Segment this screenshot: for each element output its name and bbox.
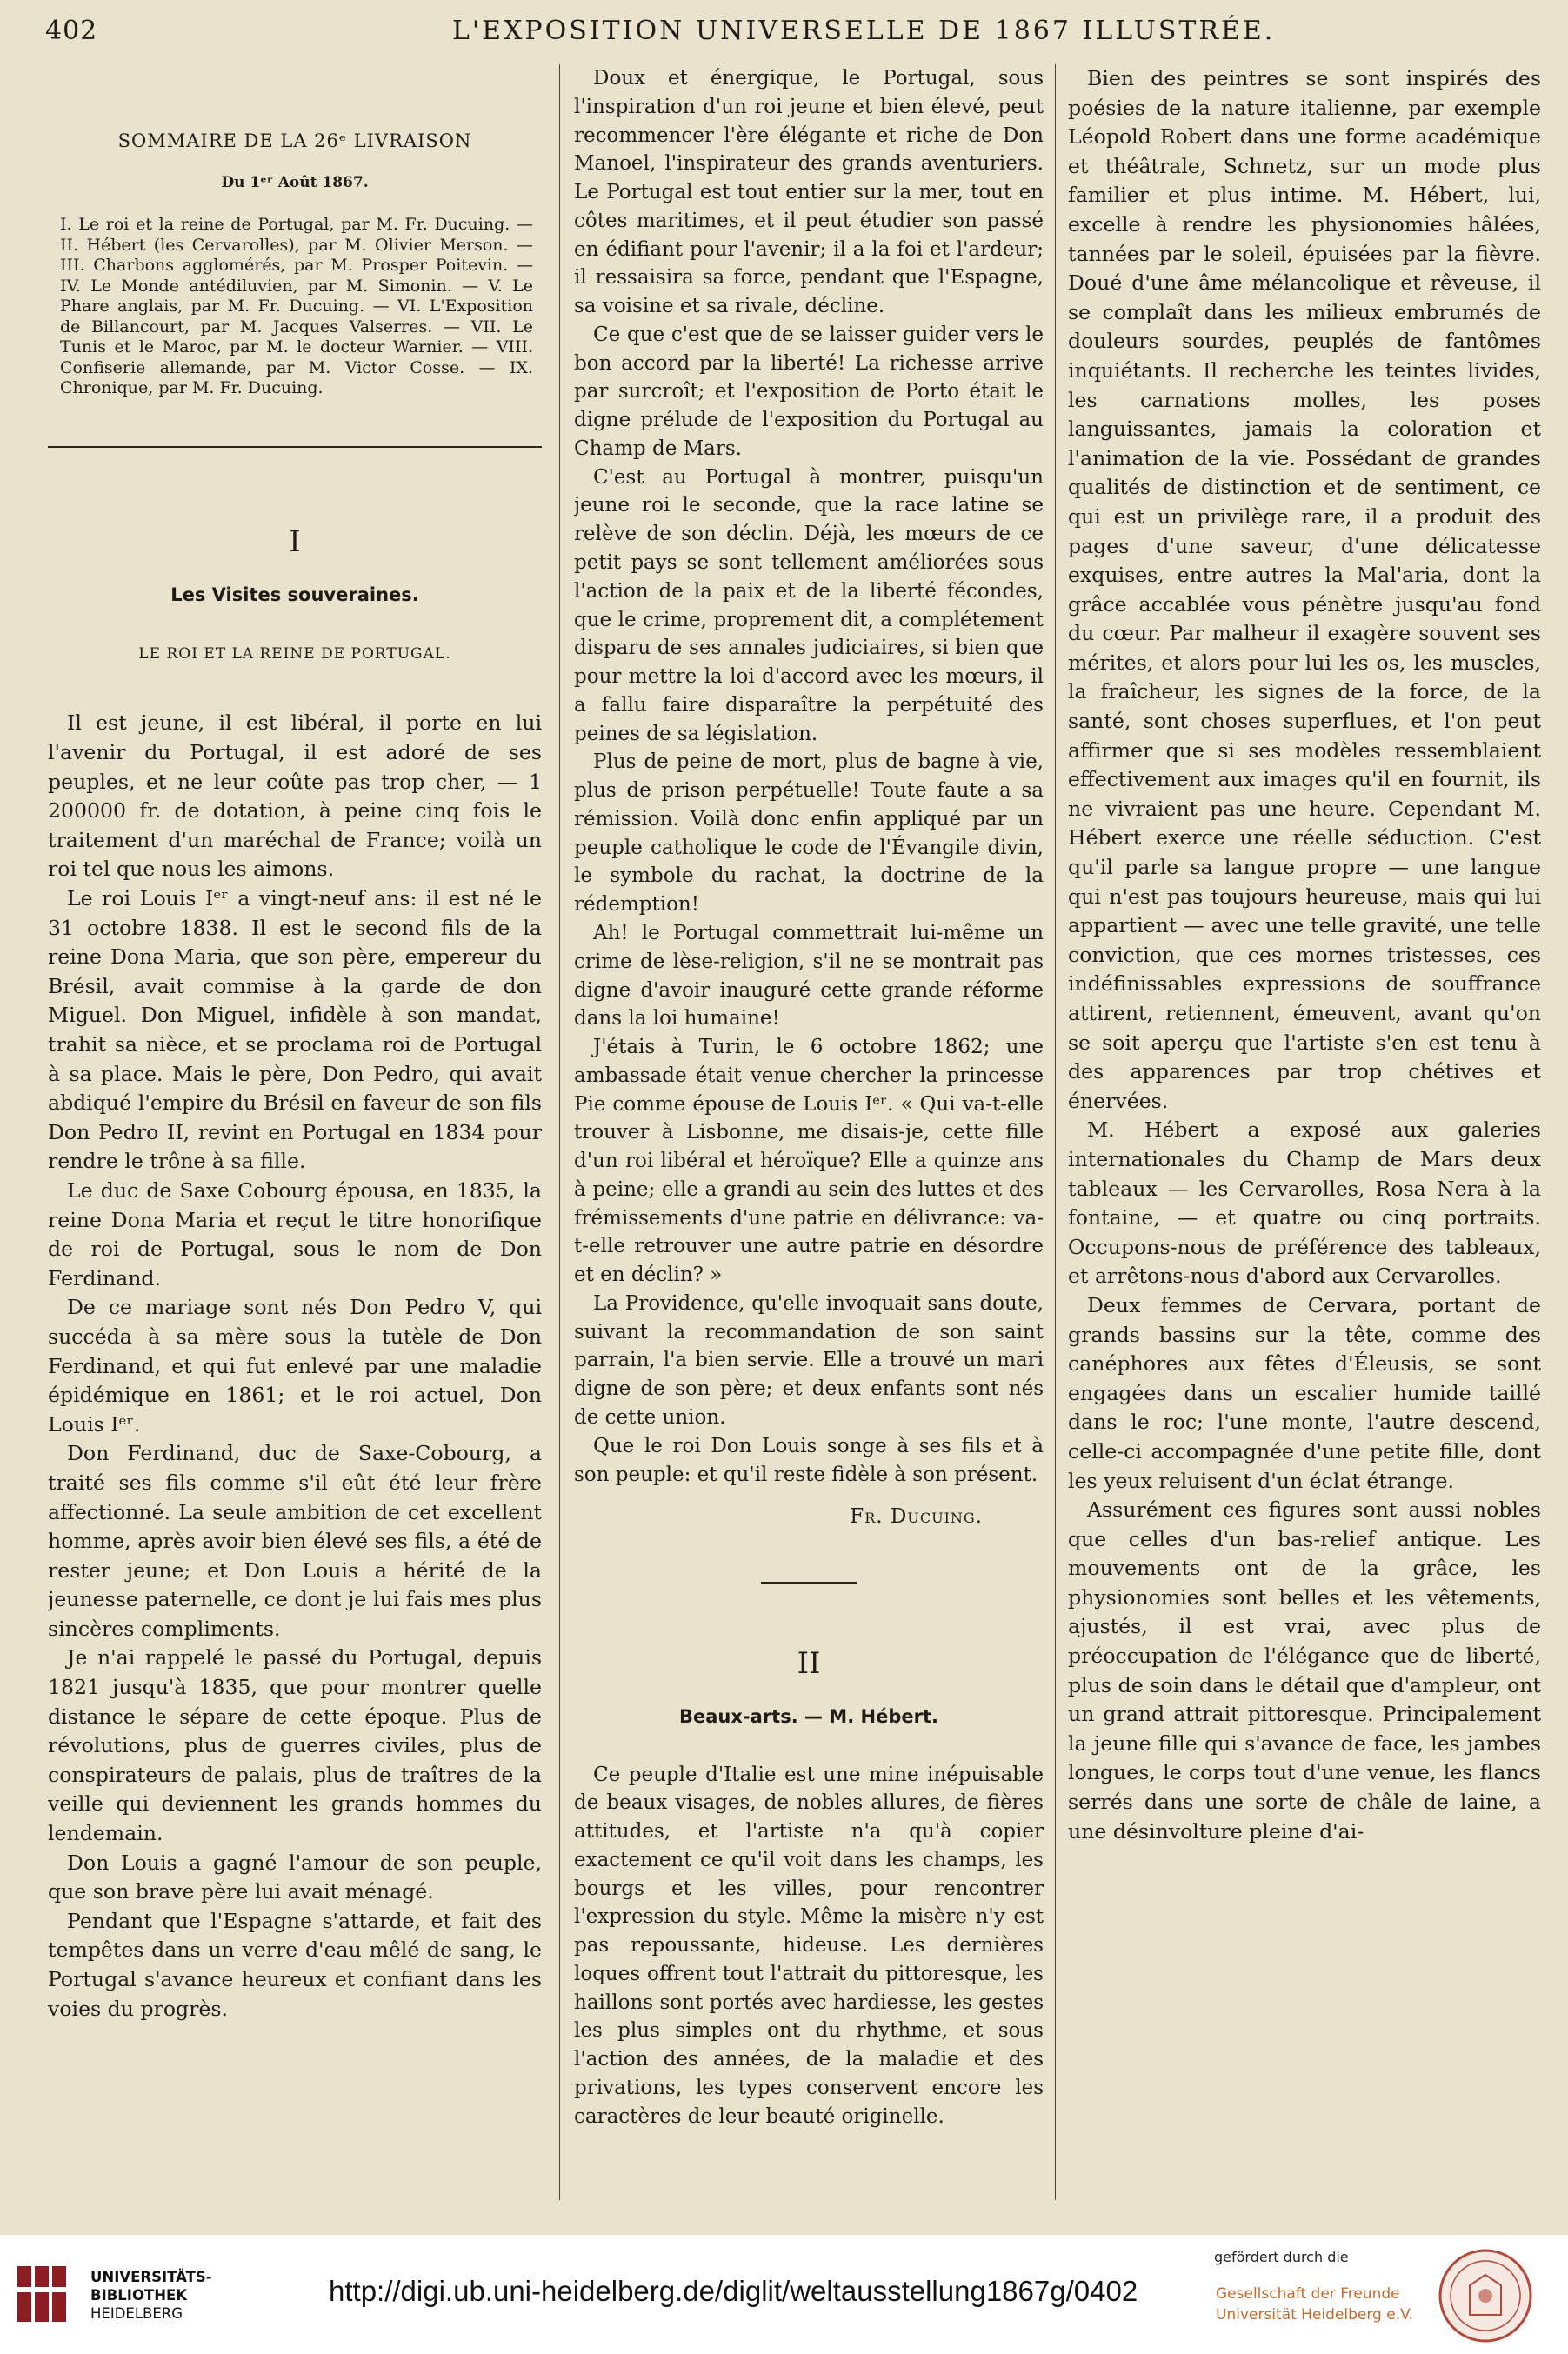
- paragraph: Deux femmes de Cervara, portant de grands bassins sur la tête, comme des canéphores aux fêtes d'Éleusis, se sont engagées dans un escalier humide taillé dans le roc; l'une monte, l'autre descend, celle-ci accompagnée d'une petite fille, dont les yeux reluisent d'un éclat étrange.: [1068, 1292, 1541, 1493]
- footer-bar: [0, 2235, 1568, 2354]
- column-1: [48, 64, 542, 2211]
- paragraph: C'est au Portugal à montrer, puisqu'un jeune roi le seconde, que la race latine se relève de son déclin. Déjà, les mœurs de ce petit pays se sont tellement améliorées sous l'action de la paix et de la liberté fécondes, que le crime, proprement dit, a complétement disparu de ses annales judiciaires, si bien que pour mettre la loi d'accord avec les mœurs, il a fallu faire disparaître la perpétuité des peines de sa législation.: [574, 465, 1044, 745]
- paragraph: Assurément ces figures sont aussi nobles que celles d'un bas-relief antique. Les mouvements ont de la grâce, les physionomies sont belles et les vêtements, ajustés, il est vrai, avec plus de préoccupation de l'élégance que de liberté, plus de soin dans le détail que d'ampleur, ont un grand attrait pittoresque. Principalement la jeune fille qui s'avance de face, les jambes longues, le corps tout d'une venue, les flancs serrés dans une sorte de châle de laine, a une désinvolture pleine d'ai-: [1068, 1497, 1541, 1844]
- library-logo[interactable]: [14, 2261, 212, 2327]
- summary-text: I. Le roi et la reine de Portugal, par M. Fr. Ducuing. — II. Hébert (les Cervarolles), par M. Olivier Merson. — III. Charbons agglomérés, par M. Prosper Poitevin. — IV. Le Monde antédiluvien, par M. Simonin. — V. Le Phare anglais, par M. Fr. Ducuing. — VI. L'Exposition de Billancourt, par M. Jacques Valserres. — VII. Le Tunis et le Maroc, par M. le docteur Warnier. — VIII. Confiserie allemande, par M. Victor Cosse. — IX. Chronique, par M. Fr. Ducuing.: [60, 215, 533, 398]
- signature: Fr. Ducuing.: [850, 1505, 983, 1529]
- paragraph: Pendant que l'Espagne s'attarde, et fait des tempêtes dans un verre d'eau mêlé de sang, le Portugal s'avance heureux et confiant dans les voies du progrès.: [48, 1908, 542, 2021]
- paragraph: Je n'ai rappelé le passé du Portugal, depuis 1821 jusqu'à 1835, que pour montrer quelle distance le sépare de cette époque. Plus de révolutions, plus de guerres civiles, plus de conspirateurs de palais, plus de traîtres de la veille qui deviennent les grands hommes du lendemain.: [48, 1645, 542, 1846]
- paragraph: Plus de peine de mort, plus de bagne à vie, plus de prison perpétuelle! Toute faute a sa rémission. Voilà donc enfin appliqué par un peuple catholique le code de l'Évangile divin, le symbole du rachat, la doctrine de la rédemption!: [574, 750, 1044, 917]
- paragraph: Don Louis a gagné l'amour de son peuple, que son brave père lui avait ménagé.: [48, 1850, 542, 1904]
- paragraph: J'étais à Turin, le 6 octobre 1862; une ambassade était venue chercher la princesse Pie comme épouse de Louis Iᵉʳ. « Qui va-t-elle trouver à Lisbonne, me disais-je, cette fille d'un roi libéral et héroïque? Elle a quinze ans à peine; elle a grandi au sein des luttes et des frémissements d'une patrie en délivrance: va-t-elle retrouver une autre patrie en désordre et en déclin? »: [574, 1036, 1044, 1287]
- section-2-title: Beaux-arts. — M. Hébert.: [679, 1705, 938, 1727]
- paragraph: De ce mariage sont nés Don Pedro V, qui succéda à sa mère sous la tutèle de Don Ferdinand, et qui fut enlevé par une maladie épidémique en 1861; et le roi actuel, Don Louis Iᵉʳ.: [48, 1295, 542, 1437]
- section-separator: [761, 1582, 857, 1584]
- journal-title: L'EXPOSITION UNIVERSELLE DE 1867 ILLUSTRÉE.: [452, 16, 1276, 46]
- summary-title: SOMMAIRE DE LA 26ᵉ LIVRAISON: [117, 130, 472, 151]
- university-seal-icon: [1437, 2247, 1534, 2344]
- paragraph: Le roi Louis Iᵉʳ a vingt-neuf ans: il est né le 31 octobre 1838. Il est le second fils de la reine Dona Maria, que son père, empereur du Brésil, avait commise à la garde de don Miguel. Don Miguel, infidèle à son mandat, trahit sa nièce, et se proclama roi de Portugal à sa place. Mais le père, Don Pedro, qui avait abdiqué l'empire du Brésil en faveur de son fils Don Pedro II, revint en Portugal en 1834 pour rendre le trône à sa fille.: [48, 886, 542, 1174]
- section-1-numeral: I: [289, 523, 301, 559]
- sponsor-name-line: Gesellschaft der Freunde: [1216, 2285, 1400, 2303]
- summary-date: Du 1ᵉʳ Août 1867.: [221, 173, 369, 191]
- paragraph: La Providence, qu'elle invoquait sans doute, suivant la recommandation de son saint parrain, l'a bien servie. Elle a trouvé un mari digne de son père; et deux enfants sont nés de cette union.: [574, 1291, 1044, 1429]
- section-1-subtitle: LE ROI ET LA REINE DE PORTUGAL.: [138, 644, 451, 663]
- library-name-line: BIBLIOTHEK: [90, 2287, 188, 2304]
- column-2: [574, 64, 1044, 2211]
- library-name: [90, 2268, 212, 2323]
- paragraph: Doux et énergique, le Portugal, sous l'inspiration d'un roi jeune et bien élevé, peut recommencer l'ère élégante et riche de Don Manoel, l'inspirateur des grands aventuriers. Le Portugal est tout entier sur la mer, tout en côtes maritimes, et il peut étudier son passé en édifiant pour l'avenir; il a la foi et l'ardeur; il ressaisira sa force, pendant que l'Espagne, sa voisine et sa rivale, décline.: [574, 67, 1044, 318]
- paragraph: Le duc de Saxe Cobourg épousa, en 1835, la reine Dona Maria et reçut le titre honorifique de roi de Portugal, sous le nom de Don Ferdinand.: [48, 1177, 542, 1290]
- paragraph: Ce peuple d'Italie est une mine inépuisable de beaux visages, de nobles allures, de fières attitudes, et l'artiste n'a qu'à copier exactement ce qu'il voit dans les champs, les bourgs et les villes, pour rencontrer l'expression du style. Même la misère n'y est pas repoussante, hideuse. Les dernières loques offrent tout l'attrait du pittoresque, les haillons sont portés avec hardiesse, les gestes les plus simples ont du rhythme, et sous l'action des années, de la maladie et des privations, les types conservent encore les caractères de leur beauté originelle.: [574, 1763, 1044, 2128]
- paragraph: Bien des peintres se sont inspirés des poésies de la nature italienne, par exemple Léopold Robert dans une forme académique et théâtrale, Schnetz, sur un mode plus familier et plus intime. M. Hébert, lui, excelle à rendre les physionomies hâlées, tannées par le soleil, épuisées par la fièvre. Doué d'une âme mélancolique et rêveuse, il se complaît dans les milieux embrumés de douleurs sourdes, peuplés de fantômes inquiétants. Il recherche les teintes livides, les carnations molles, les poses languissantes, jamais la coloration et l'animation de la vie. Possédant de grandes qualités de distinction et de sentiment, ce qui est un privilège rare, il a produit des pages d'une saveur, d'une délicatesse exquises, entre autres la Mal'aria, dont la grâce accablée vous pénètre jusqu'au fond du cœur. Par malheur il exagère souvent ses mérites, et alors pour lui les os, les muscles, la fraîcheur, les signes de la force, de la santé, sont choses superflues, et l'on peut affirmer que si ses modèles ressemblaient effectivement aux images qu'il en fournit, ils ne vivraient pas une heure. Cependant M. Hébert exerce une réelle séduction. C'est qu'il parle sa langue propre — une langue qui n'est pas toujours heureuse, mais qui lui appartient — avec une telle gravité, une telle conviction, que ces mornes tristesses, ces indéfinissables expressions de souffrance attirent, retiennent, émeuvent, avant qu'on se soit aperçu que l'artiste s'en est tenu à des apparences par trop chétives et énervées.: [1068, 66, 1541, 1113]
- section-2-numeral: II: [797, 1646, 821, 1682]
- sponsor-label: gefördert durch die: [1214, 2249, 1349, 2265]
- paragraph: Ce que c'est que de se laisser guider vers le bon accord par la liberté! La richesse arrive par surcroît; et l'exposition de Porto était le digne prélude de l'exposition du Portugal au Champ de Mars.: [574, 323, 1044, 460]
- paragraph: M. Hébert a exposé aux galeries internationales du Champ de Mars deux tableaux — les Cervarolles, Rosa Nera à la fontaine, — et quatre ou cinq portraits. Occupons-nous de préférence des tableaux, et arrêtons-nous d'abord aux Cervarolles.: [1068, 1117, 1541, 1289]
- paragraph: Ah! le Portugal commettrait lui-même un crime de lèse-religion, s'il ne se montrait pas digne d'avoir inauguré cette grande réforme dans la loi humaine!: [574, 921, 1044, 1030]
- paragraph: Don Ferdinand, duc de Saxe-Cobourg, a traité ses fils comme s'il eût été leur frère affectionné. La seule ambition de cet excellent homme, après avoir bien élevé ses fils, a été de rester jeune; et Don Louis a hérité de la jeunesse paternelle, ce dont je lui fais mes plus sincères compliments.: [48, 1441, 542, 1641]
- column-3: [1068, 64, 1541, 2211]
- library-logo-icon: [14, 2261, 78, 2327]
- paragraph: Il est jeune, il est libéral, il porte en lui l'avenir du Portugal, il est adoré de ses peuples, et ne leur coûte pas trop cher, — 1 200000 fr. de dotation, à peine cinq fois le traitement d'un maréchal de France; voilà un roi tel que nous les aimons.: [48, 710, 542, 882]
- page-number: 402: [45, 16, 98, 46]
- running-head: [0, 10, 1568, 50]
- section-1-title: Les Visites souveraines.: [170, 584, 419, 606]
- permalink-url[interactable]: http://digi.ub.uni-heidelberg.de/diglit/weltausstellung1867g/0402: [329, 2275, 1138, 2307]
- sponsor-name[interactable]: [1216, 2284, 1413, 2325]
- summary-separator: [48, 446, 542, 448]
- sponsor-name-line: Universität Heidelberg e.V.: [1216, 2306, 1413, 2324]
- column-rule-1: [559, 64, 560, 2200]
- library-name-line: UNIVERSITÄTS-: [90, 2269, 212, 2285]
- column-rule-2: [1055, 64, 1056, 2200]
- library-name-line: HEIDELBERG: [90, 2305, 183, 2322]
- paragraph: Que le roi Don Louis songe à ses fils et à son peuple: et qu'il reste fidèle à son présent.: [574, 1434, 1044, 1486]
